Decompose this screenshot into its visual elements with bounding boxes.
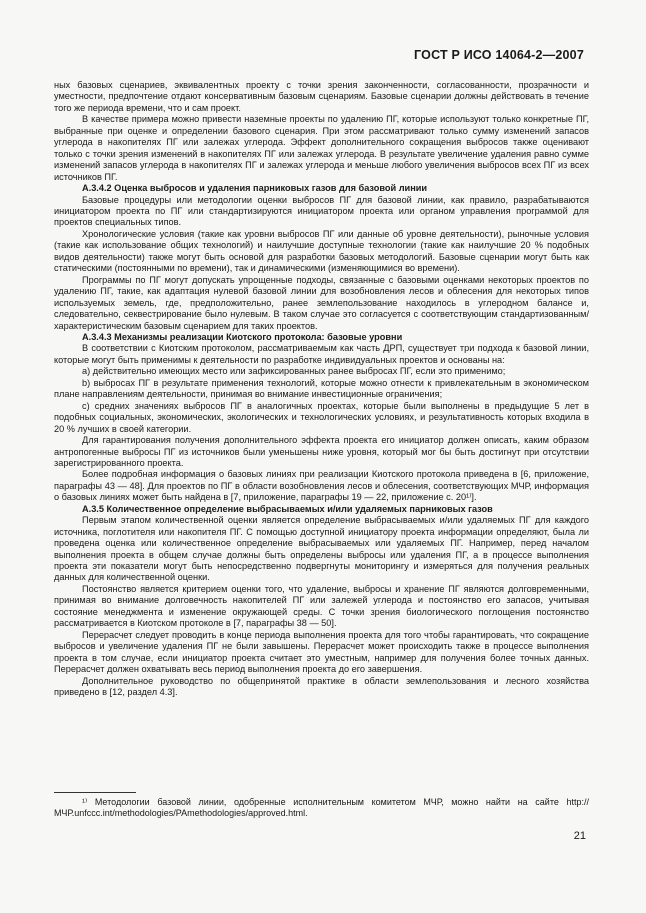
section-heading: А.3.4.3 Механизмы реализации Киотского протокола: базовые уровни — [82, 331, 403, 342]
standard-id-header: ГОСТ Р ИСО 14064-2—2007 — [414, 48, 584, 62]
paragraph: Базовые процедуры или методологии оценки выбросов ПГ для базовой линии, как правило, разрабатываются инициатором проекта по ПГ или стандартизируются инициатором проекта или органом управления программой для проектов специальных типов. — [54, 194, 589, 228]
paragraph-continuation: ных базовых сценариев, эквивалентных проекту с точки зрения законченности, согласованности, прозрачности и уместности, предпочтение отдают консервативным базовым сценариям. Базовые сценарии должны действовать в течение того же периода времени, что и сам проект. — [54, 80, 589, 113]
page-number: 21 — [573, 830, 586, 842]
list-item: с) средних значениях выбросов ПГ в аналогичных проектах, которые были выполнены в предыдущие 5 лет в подобных социальных, экономических, экологических и технологических условиях, и результативность которых входила в 20 % лучших в своей категории. — [54, 400, 589, 434]
paragraph: Для гарантирования получения дополнительного эффекта проекта его инициатор должен описать, каким образом антропогенные выбросы ПГ из источников были уменьшены ниже уровня, который мог бы быть достигнут при отсутствии зарегистрированного проекта. — [54, 435, 589, 468]
paragraph: Постоянство является критерием оценки того, что удаление, выбросы и хранение ПГ являются долговременными, принимая во внимание долговечность накопителей ПГ или залежей углерода и постоянство его запасов, учитывая состояние менеджмента и изменение окружающей среды. С точки зрения биологического поглощения постоянство рассматривается в Киотском протоколе в [7, параграфы 38 — 50]. — [54, 583, 589, 629]
paragraph: В качестве примера можно привести наземные проекты по удалению ПГ, которые используют только конкретные ПГ, выбранные при оценке и определении базового сценария. При этом рассматривают только сумму изменений запасов углерода в накопителях ПГ или залежах углерода. Эффект дополнительного сокращения выбросов также оценивают только с точки зрения изменений в накопителях ПГ или залежах углерода. В результате увеличение удаления равно сумме изменений запасов углерода в накопителях ПГ и залежах углерода и меньше любого увеличения выбросов всех ПГ из всех источников ПГ. — [54, 114, 589, 182]
paragraph: Программы по ПГ могут допускать упрощенные подходы, связанные с базовыми оценками некоторых проектов по удалению ПГ, такие, как адаптация нулевой базовой линии для возобновления лесов и облесения для некоторых типов используемых земель, где, предположительно, ранее землепользование находилось в углеродном балансе и, следовательно, секвестрирование было нулевым. В таком случае это согласуется с соответствующим стандартизованным/характеристическим базовым сценарием для таких проектов. — [54, 274, 589, 331]
paragraph: Перерасчет следует проводить в конце периода выполнения проекта для того чтобы гарантировать, что сокращение выбросов и увеличение удаления ПГ не были завышены. Перерасчет может происходить также в процессе выполнения проекта в том случае, если инициатор проекта считает это уместным, например для получения более точных данных. Перерасчет должен охватывать весь период выполнения проекта до его завершения. — [54, 629, 589, 675]
page-body — [54, 80, 589, 698]
list-item: b) выбросах ПГ в результате применения технологий, которые можно отнести к привлекательным в экономическом плане направлениям деятельности, принимая во внимание инвестиционные ограничения; — [54, 377, 589, 400]
paragraph: Первым этапом количественной оценки является определение выбрасываемых и/или удаляемых ПГ для каждого источника, поглотителя или накопителя ПГ. С помощью доступной инициатору проекта информации определяют, была ли проведена оценка или количественное определение выбрасываемых или удаляемых ПГ. Например, перед началом выполнения проекта в общем случае должны быть определены выбросы или удаления ПГ, а в процессе выполнения проекта эти показатели могут быть непосредственно подвергнуты мониторингу и измеряться для получения реальных данных для количественной оценки. — [54, 515, 589, 583]
paragraph: В соответствии с Киотским протоколом, рассматриваемым как часть ДРП, существует три подхода к базовой линии, которые могут быть применимы к деятельности по разработке индивидуальных проектов и основаны на: — [54, 343, 589, 365]
paragraph: Хронологические условия (такие как уровни выбросов ПГ или данные об уровне деятельности), рыночные условия (такие как использование общих технологий) и наилучшие доступные технологии (такие как наилучшие 20 % подобных видов деятельности) также могут быть основой для разработки базовых методологий. Базовые сценарии могут быть как статическими (постоянными по времени), так и динамическими (изменяющимися во времени). — [54, 228, 589, 274]
footnote: ¹⁾ Методологии базовой линии, одобренные исполнительным комитетом МЧР, можно найти на сайте http://МЧР.unfccc.int/methodologies/PAmethodologies/approved.html. — [54, 797, 589, 819]
paragraph: Дополнительное руководство по общепринятой практике в области землепользования и лесного хозяйства приведено в [12, раздел 4.3]. — [54, 675, 589, 698]
section-heading: А.3.4.2 Оценка выбросов и удаления парниковых газов для базовой линии — [82, 183, 428, 194]
footnote-divider — [54, 792, 136, 793]
paragraph: Более подробная информация о базовых линиях при реализации Киотского протокола приведена в [6, приложение, параграфы 43 — 48]. Для проектов по ПГ в области возобновления лесов и облесения, соответствующих МЧР, информация о базовых линиях может быть найдена в [7, приложение, параграфы 19 — 22, приложение с. 20¹⁾]. — [54, 469, 589, 503]
section-heading: А.3.5 Количественное определение выбрасываемых и/или удаляемых парниковых газов — [82, 503, 493, 514]
list-item: а) действительно имеющих место или зафиксированных ранее выбросах ПГ, если это применимо; — [82, 366, 506, 377]
